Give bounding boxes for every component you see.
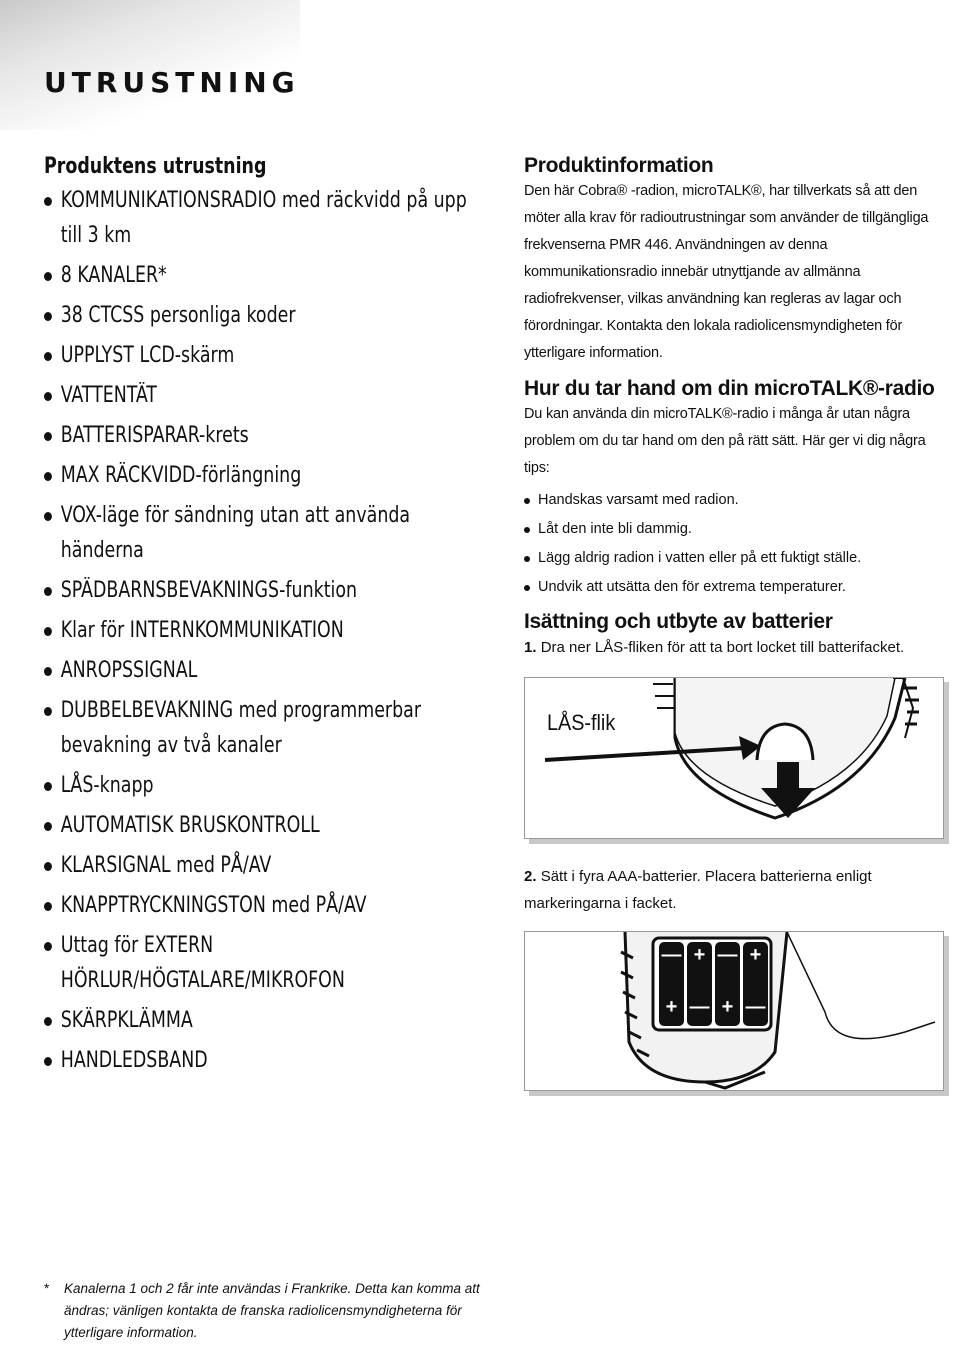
feature-item: MAX RÄCKVIDD-förlängning xyxy=(44,458,474,493)
feature-item: KNAPPTRYCKNINGSTON med PÅ/AV xyxy=(44,888,474,923)
feature-item: VATTENTÄT xyxy=(44,378,474,413)
feature-item: AUTOMATISK BRUSKONTROLL xyxy=(44,808,474,843)
footnote-marker: * xyxy=(44,1281,50,1296)
page-title: UTRUSTNING xyxy=(44,66,300,99)
care-heading: Hur du tar hand om din microTALK®-radio xyxy=(524,377,935,400)
feature-item: UPPLYST LCD-skärm xyxy=(44,338,474,373)
feature-item: SKÄRPKLÄMMA xyxy=(44,1003,474,1038)
footnote xyxy=(44,1278,504,1344)
corner-gradient xyxy=(0,0,300,130)
care-text: Du kan använda din microTALK®-radio i många år utan några problem om du tar hand om den på rätt sätt. Här ger vi dig några tips: xyxy=(524,406,926,476)
step-1-text: Dra ner LÅS-fliken för att ta bort locket till batterifacket. xyxy=(540,639,905,656)
feature-item: SPÄDBARNSBEVAKNINGS-funktion xyxy=(44,573,474,608)
feature-item: DUBBELBEVAKNING med programmerbar bevakning av två kanaler xyxy=(44,693,474,763)
battery-2-bottom-sign: — xyxy=(689,996,710,1018)
feature-item: 8 KANALER* xyxy=(44,258,474,293)
features-heading: Produktens utrustning xyxy=(44,154,267,179)
tip-item: Låt den inte bli dammig. xyxy=(524,515,944,544)
step-1 xyxy=(524,634,944,661)
battery-heading: Isättning och utbyte av batterier xyxy=(524,610,833,633)
lock-tab-label: LÅS-flik xyxy=(547,710,616,735)
battery-1-bottom-sign: + xyxy=(665,996,678,1018)
battery-4-top-sign: + xyxy=(749,944,762,966)
right-column xyxy=(524,154,944,1091)
feature-item: HANDLEDSBAND xyxy=(44,1043,474,1078)
left-column xyxy=(44,154,467,1083)
tip-item: Undvik att utsätta den för extrema temperaturer. xyxy=(524,573,944,602)
feature-item: 38 CTCSS personliga koder xyxy=(44,298,474,333)
feature-item: Uttag för EXTERN HÖRLUR/HÖGTALARE/MIKROFON xyxy=(44,928,474,998)
step-1-number: 1. xyxy=(524,639,537,656)
lock-tab-figure xyxy=(524,677,944,839)
care-tips-list xyxy=(524,486,944,602)
feature-item: KLARSIGNAL med PÅ/AV xyxy=(44,848,474,883)
battery-1-top-sign: — xyxy=(661,944,682,966)
feature-item: BATTERISPARAR-krets xyxy=(44,418,474,453)
feature-list xyxy=(44,183,467,1078)
battery-3-top-sign: — xyxy=(717,944,738,966)
step-2-text: Sätt i fyra AAA-batterier. Placera batterierna enligt markeringarna i facket. xyxy=(524,868,872,912)
feature-item: KOMMUNIKATIONSRADIO med räckvidd på upp till 3 km xyxy=(44,183,474,253)
step-2 xyxy=(524,863,944,917)
product-info-text: Den här Cobra® -radion, microTALK®, har tillverkats så att den möter alla krav för radioutrustningar som använder de tillgängliga frekvenserna PMR 446. Användningen av denna kommunikationsradio innebär utnyttjande av allmänna radiofrekvenser, vilkas användning kan regleras av lagar och förordningar. Kontakta den lokala radiolicensmyndigheten för ytterligare information. xyxy=(524,183,929,361)
step-2-number: 2. xyxy=(524,868,537,885)
feature-item: VOX-läge för sändning utan att använda händerna xyxy=(44,498,474,568)
feature-item: ANROPSSIGNAL xyxy=(44,653,474,688)
tip-item: Handskas varsamt med radion. xyxy=(524,486,944,515)
tip-item: Lägg aldrig radion i vatten eller på ett fuktigt ställe. xyxy=(524,544,944,573)
feature-item: LÅS-knapp xyxy=(44,768,474,803)
radio-back-illustration xyxy=(525,678,943,838)
battery-figure xyxy=(524,931,944,1091)
battery-4-bottom-sign: — xyxy=(745,996,766,1018)
feature-item: Klar för INTERNKOMMUNIKATION xyxy=(44,613,474,648)
product-info-heading: Produktinformation xyxy=(524,154,714,177)
footnote-text: Kanalerna 1 och 2 får inte användas i Frankrike. Detta kan komma att ändras; vänligen kontakta de franska radiolicensmyndigheterna för ytterligare information. xyxy=(64,1281,480,1340)
battery-2-top-sign: + xyxy=(693,944,706,966)
battery-3-bottom-sign: + xyxy=(721,996,734,1018)
